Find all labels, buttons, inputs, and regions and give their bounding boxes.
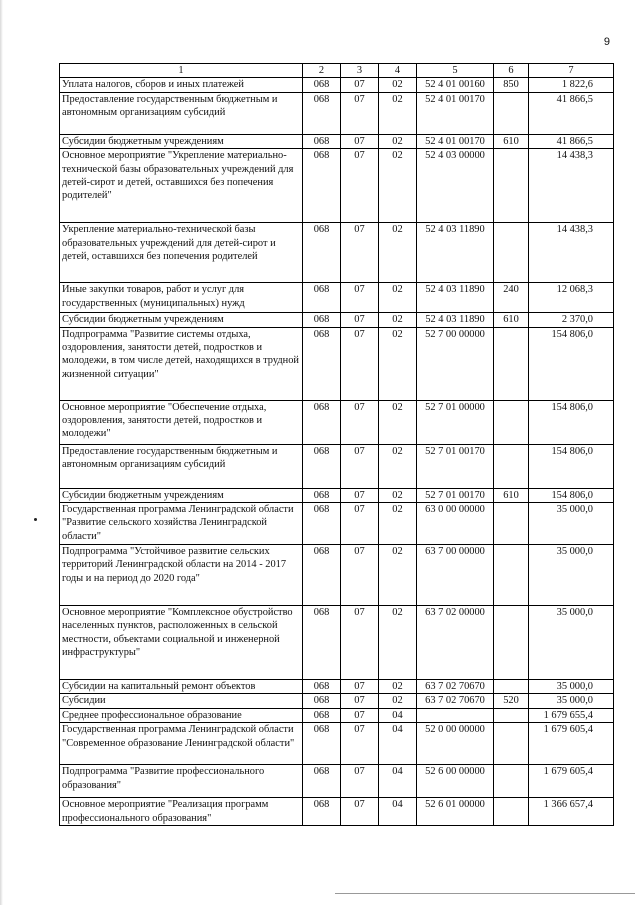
row-name: Уплата налогов, сборов и иных платежей: [60, 78, 303, 92]
table-row: [60, 223, 614, 283]
cell-expense-type: [494, 545, 529, 606]
cell-target-code: 52 7 01 00170: [417, 488, 494, 502]
cell-subsection: 02: [379, 545, 417, 606]
row-name: Субсидии бюджетным учреждениям: [60, 134, 303, 148]
cell-expense-type: [494, 327, 529, 400]
cell-subsection: 02: [379, 223, 417, 283]
row-name: Среднее профессиональное образование: [60, 708, 303, 722]
cell-section: 07: [341, 444, 379, 488]
cell-ministry: 068: [303, 708, 341, 722]
cell-expense-type: 610: [494, 313, 529, 327]
cell-ministry: 068: [303, 283, 341, 313]
cell-target-code: 52 4 03 11890: [417, 313, 494, 327]
cell-ministry: 068: [303, 134, 341, 148]
cell-subsection: 02: [379, 134, 417, 148]
cell-subsection: 02: [379, 92, 417, 134]
cell-section: 07: [341, 765, 379, 798]
cell-amount: 1 679 655,4: [529, 708, 614, 722]
row-name: Государственная программа Ленинградской области "Развитие сельского хозяйства Ленинградской области": [60, 503, 303, 545]
cell-ministry: 068: [303, 503, 341, 545]
cell-ministry: 068: [303, 223, 341, 283]
cell-amount: 35 000,0: [529, 606, 614, 680]
cell-subsection: 02: [379, 694, 417, 708]
cell-amount: 35 000,0: [529, 545, 614, 606]
column-header: 1: [60, 64, 303, 78]
cell-ministry: 068: [303, 606, 341, 680]
cell-section: 07: [341, 313, 379, 327]
row-name: Предоставление государственным бюджетным и автономным организациям субсидий: [60, 444, 303, 488]
table-row: [60, 149, 614, 223]
cell-amount: 1 822,6: [529, 78, 614, 92]
row-name: Подпрограмма "Развитие профессионального образования": [60, 765, 303, 798]
cell-subsection: 02: [379, 680, 417, 694]
cell-amount: 154 806,0: [529, 444, 614, 488]
cell-expense-type: [494, 92, 529, 134]
cell-amount: 35 000,0: [529, 694, 614, 708]
row-name: Субсидии бюджетным учреждениям: [60, 488, 303, 502]
cell-subsection: 04: [379, 723, 417, 765]
table-row: [60, 444, 614, 488]
table-row: [60, 765, 614, 798]
cell-section: 07: [341, 723, 379, 765]
cell-amount: 1 679 605,4: [529, 765, 614, 798]
cell-section: 07: [341, 327, 379, 400]
cell-subsection: 02: [379, 503, 417, 545]
table-row: [60, 283, 614, 313]
cell-expense-type: [494, 708, 529, 722]
cell-target-code: 63 7 02 70670: [417, 680, 494, 694]
cell-ministry: 068: [303, 92, 341, 134]
table-row: [60, 78, 614, 92]
table-row: [60, 313, 614, 327]
cell-amount: 41 866,5: [529, 92, 614, 134]
cell-target-code: 52 0 00 00000: [417, 723, 494, 765]
table-row: [60, 545, 614, 606]
cell-expense-type: [494, 680, 529, 694]
cell-target-code: 52 7 01 00170: [417, 444, 494, 488]
cell-subsection: 04: [379, 765, 417, 798]
cell-section: 07: [341, 223, 379, 283]
cell-expense-type: [494, 723, 529, 765]
cell-target-code: 52 6 01 00000: [417, 798, 494, 826]
cell-subsection: 04: [379, 708, 417, 722]
cell-subsection: 02: [379, 400, 417, 444]
row-name: Государственная программа Ленинградской области "Современное образование Ленинградской области": [60, 723, 303, 765]
cell-expense-type: 520: [494, 694, 529, 708]
cell-expense-type: [494, 444, 529, 488]
row-name: Иные закупки товаров, работ и услуг для государственных (муниципальных) нужд: [60, 283, 303, 313]
column-header: 4: [379, 64, 417, 78]
table-row: [60, 503, 614, 545]
budget-table: [59, 63, 614, 826]
cell-target-code: 63 7 02 70670: [417, 694, 494, 708]
cell-section: 07: [341, 503, 379, 545]
cell-section: 07: [341, 708, 379, 722]
cell-expense-type: [494, 606, 529, 680]
cell-ministry: 068: [303, 444, 341, 488]
cell-ministry: 068: [303, 400, 341, 444]
cell-section: 07: [341, 78, 379, 92]
table-row: [60, 708, 614, 722]
column-header: 6: [494, 64, 529, 78]
cell-amount: 154 806,0: [529, 400, 614, 444]
column-header: 7: [529, 64, 614, 78]
cell-expense-type: 610: [494, 134, 529, 148]
table-row: [60, 694, 614, 708]
cell-expense-type: [494, 765, 529, 798]
cell-target-code: 63 7 02 00000: [417, 606, 494, 680]
cell-target-code: [417, 708, 494, 722]
cell-amount: 41 866,5: [529, 134, 614, 148]
cell-expense-type: 240: [494, 283, 529, 313]
row-name: Субсидии: [60, 694, 303, 708]
cell-amount: 1 366 657,4: [529, 798, 614, 826]
row-name: Основное мероприятие "Обеспечение отдыха, оздоровления, занятости детей, подростков и молодежи": [60, 400, 303, 444]
table-header-row: [60, 64, 614, 78]
table-row: [60, 723, 614, 765]
cell-subsection: 04: [379, 798, 417, 826]
cell-section: 07: [341, 798, 379, 826]
row-name: Укрепление материально-технической базы образовательных учреждений для детей-сирот и детей, оставшихся без попечения родителей: [60, 223, 303, 283]
cell-ministry: 068: [303, 78, 341, 92]
cell-target-code: 52 4 01 00160: [417, 78, 494, 92]
row-name: Подпрограмма "Устойчивое развитие сельских территорий Ленинградской области на 2014 - 2017 годы и на период до 2020 года": [60, 545, 303, 606]
table-row: [60, 606, 614, 680]
cell-ministry: 068: [303, 149, 341, 223]
table-row: [60, 400, 614, 444]
cell-amount: 14 438,3: [529, 223, 614, 283]
cell-amount: 35 000,0: [529, 503, 614, 545]
cell-ministry: 068: [303, 680, 341, 694]
row-name: Подпрограмма "Развитие системы отдыха, оздоровления, занятости детей, подростков и молодежи, в том числе детей, находящихся в трудной жизненной ситуации": [60, 327, 303, 400]
cell-section: 07: [341, 545, 379, 606]
cell-amount: 154 806,0: [529, 327, 614, 400]
table-row: [60, 488, 614, 502]
cell-expense-type: [494, 400, 529, 444]
row-name: Основное мероприятие "Реализация программ профессионального образования": [60, 798, 303, 826]
bottom-scan-line: [335, 893, 635, 894]
cell-ministry: 068: [303, 765, 341, 798]
row-name: Субсидии бюджетным учреждениям: [60, 313, 303, 327]
cell-section: 07: [341, 680, 379, 694]
row-name: Основное мероприятие "Комплексное обустройство населенных пунктов, расположенных в сельской местности, объектами социальной и инженерной инфраструктуры": [60, 606, 303, 680]
column-header: 5: [417, 64, 494, 78]
cell-amount: 2 370,0: [529, 313, 614, 327]
table-row: [60, 92, 614, 134]
cell-ministry: 068: [303, 545, 341, 606]
cell-section: 07: [341, 92, 379, 134]
cell-ministry: 068: [303, 694, 341, 708]
column-header: 3: [341, 64, 379, 78]
cell-subsection: 02: [379, 149, 417, 223]
cell-expense-type: [494, 798, 529, 826]
cell-section: 07: [341, 149, 379, 223]
cell-expense-type: [494, 223, 529, 283]
cell-ministry: 068: [303, 327, 341, 400]
cell-amount: 14 438,3: [529, 149, 614, 223]
scan-dot: [34, 518, 37, 521]
cell-target-code: 52 7 01 00000: [417, 400, 494, 444]
cell-target-code: 52 6 00 00000: [417, 765, 494, 798]
cell-ministry: 068: [303, 723, 341, 765]
row-name: Основное мероприятие "Укрепление материально-технической базы образовательных учреждений для детей-сирот и детей, оставшихся без попечения родителей": [60, 149, 303, 223]
page-number: 9: [603, 36, 610, 48]
cell-section: 07: [341, 694, 379, 708]
row-name: Субсидии на капитальный ремонт объектов: [60, 680, 303, 694]
cell-amount: 1 679 605,4: [529, 723, 614, 765]
cell-amount: 154 806,0: [529, 488, 614, 502]
scan-edge: [0, 0, 3, 905]
cell-amount: 12 068,3: [529, 283, 614, 313]
cell-expense-type: [494, 149, 529, 223]
row-name: Предоставление государственным бюджетным и автономным организациям субсидий: [60, 92, 303, 134]
cell-amount: 35 000,0: [529, 680, 614, 694]
table-row: [60, 134, 614, 148]
cell-expense-type: 850: [494, 78, 529, 92]
table-row: [60, 798, 614, 826]
cell-target-code: 52 4 01 00170: [417, 92, 494, 134]
cell-subsection: 02: [379, 78, 417, 92]
cell-ministry: 068: [303, 313, 341, 327]
cell-target-code: 52 4 03 00000: [417, 149, 494, 223]
column-header: 2: [303, 64, 341, 78]
cell-subsection: 02: [379, 283, 417, 313]
cell-ministry: 068: [303, 798, 341, 826]
cell-target-code: 63 7 00 00000: [417, 545, 494, 606]
cell-section: 07: [341, 400, 379, 444]
table-row: [60, 680, 614, 694]
cell-section: 07: [341, 283, 379, 313]
cell-target-code: 52 4 03 11890: [417, 223, 494, 283]
cell-section: 07: [341, 134, 379, 148]
cell-expense-type: 610: [494, 488, 529, 502]
cell-expense-type: [494, 503, 529, 545]
cell-target-code: 52 7 00 00000: [417, 327, 494, 400]
cell-section: 07: [341, 606, 379, 680]
cell-subsection: 02: [379, 606, 417, 680]
cell-target-code: 52 4 03 11890: [417, 283, 494, 313]
cell-ministry: 068: [303, 488, 341, 502]
cell-subsection: 02: [379, 444, 417, 488]
cell-target-code: 63 0 00 00000: [417, 503, 494, 545]
cell-section: 07: [341, 488, 379, 502]
table-row: [60, 327, 614, 400]
cell-subsection: 02: [379, 327, 417, 400]
cell-subsection: 02: [379, 313, 417, 327]
cell-target-code: 52 4 01 00170: [417, 134, 494, 148]
cell-subsection: 02: [379, 488, 417, 502]
